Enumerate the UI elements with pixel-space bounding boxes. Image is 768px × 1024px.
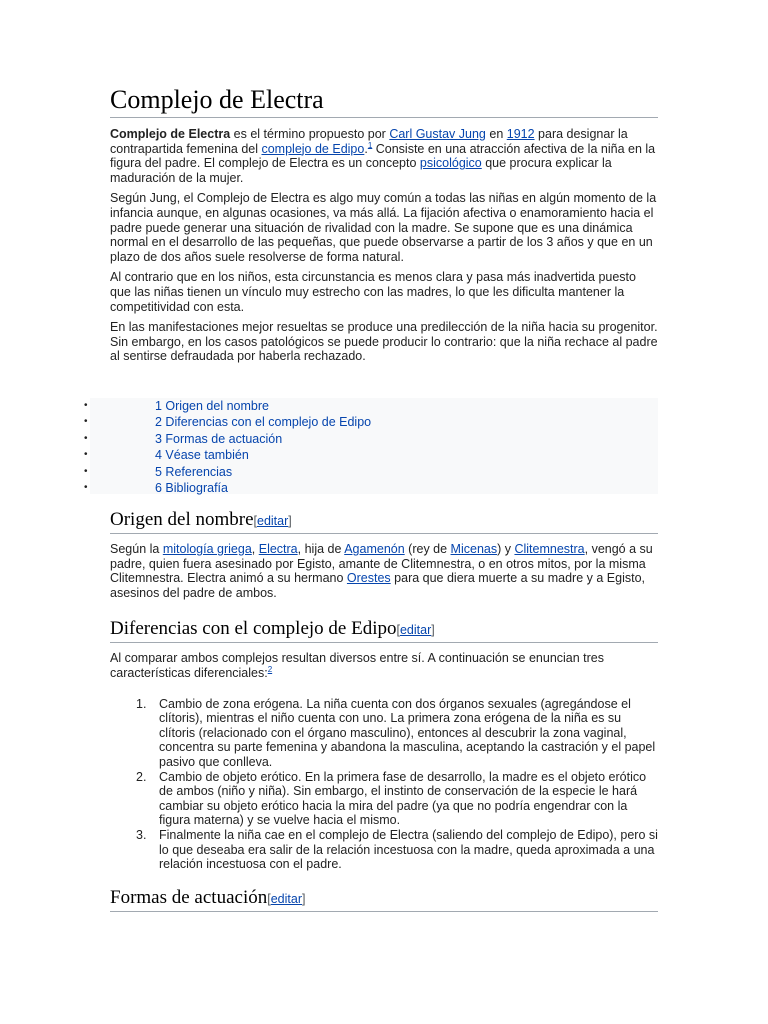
toc-item[interactable] [84, 464, 658, 480]
link-1912[interactable]: 1912 [506, 127, 535, 141]
toc-item[interactable] [84, 431, 658, 447]
edit-link-origen[interactable]: editar [257, 514, 289, 528]
edit-link-formas[interactable]: editar [270, 891, 302, 906]
bullet-icon: • [84, 416, 88, 428]
intro-paragraph-4: En las manifestaciones mejor resueltas se produce una predilección de la niña hacia su progenitor. Sin embargo, en los casos patológicos se puede producir lo contrario: que la niña rechace al padre al sentirse defraudada por haberla rechazado. [110, 320, 658, 364]
differences-list [110, 697, 658, 872]
link-clitemnestra[interactable]: Clitemnestra [514, 542, 585, 556]
list-item: 3. Finalmente la niña cae en el complejo de Electra (saliendo del complejo de Edipo), pero si lo que deseaba era salir de la relación incestuosa con la madre, queda aproximada a una relación incestuosa con el padre. [136, 827, 658, 872]
bullet-icon: • [84, 449, 88, 461]
toc-link-bibliografia[interactable]: 6 Bibliografía [155, 480, 228, 495]
section-heading-formas: Formas de actuación[editar] [110, 886, 658, 912]
link-complejo-de-edipo[interactable]: complejo de Edipo [261, 141, 365, 156]
diferencias-intro: Al comparar ambos complejos resultan diversos entre sí. A continuación se enuncian tres características diferenciales:$^2$ [110, 651, 605, 680]
toc-link-diferencias[interactable]: 2 Diferencias con el complejo de Edipo [155, 415, 372, 430]
toc-link-referencias[interactable]: 5 Referencias [155, 464, 233, 479]
toc-item[interactable] [84, 414, 658, 430]
toc-link-formas[interactable]: 3 Formas de actuación [155, 431, 283, 446]
reference-2[interactable]: 2 [267, 664, 273, 674]
sections [110, 508, 658, 912]
link-micenas[interactable]: Micenas [450, 542, 498, 556]
page-title: Complejo de Electra [110, 84, 658, 118]
article [110, 84, 658, 364]
intro-bold-term: Complejo de Electra [110, 127, 231, 141]
toc-link-vease[interactable]: 4 Véase también [155, 448, 249, 463]
link-carl-gustav-jung[interactable]: Carl Gustav Jung [389, 127, 486, 141]
edit-section-link: [editar] [396, 623, 435, 638]
edit-section-link: [editar] [253, 514, 292, 528]
link-psicologico[interactable]: psicológico [419, 156, 482, 171]
link-orestes[interactable]: Orestes [346, 571, 391, 586]
list-item: 1. Cambio de zona erógena. La niña cuenta con dos órganos sexuales (agregándose el clítoris), mientras el niño cuenta con uno. La primera zona erógena de la niña es su clítoris (relacionado con el órgano masculino), entonces al descubrir la zona vaginal, concentra su parte femenina y abandona la masculina, aceptando la castración y el papel pasivo que conlleva. [136, 696, 656, 769]
list-item: 2. Cambio de objeto erótico. En la primera fase de desarrollo, la madre es el objeto erótico de ambos (niño y niña). Sin embargo, el instinto de conservación de la especie le hará cambiar su objeto erótico hacia la mira del padre (ya que no podría engendrar con la figura materna) y se vuelve hacia el mismo. [136, 769, 647, 828]
table-of-contents [84, 398, 658, 495]
intro-paragraph-1: Complejo de Electra es el término propuesto por Carl Gustav Jung en 1912 para designar la contrapartida femenina del complejo de Edipo.$^1$ Consiste en una atracción afectiva de la niña en la figura del padre. El complejo de Electra es un concepto psicológico que procura explicar la maduración de la mujer. [110, 127, 656, 185]
toc-link-origen[interactable]: 1 Origen del nombre [155, 399, 269, 413]
intro-paragraph-2: Según Jung, el Complejo de Electra es algo muy común a todas las niñas en algún momento de la infancia aunque, en algunas ocasiones, va más allá. La fijación afectiva o enamoramiento hacia el padre puede generar una situación de rivalidad con la madre. Se supone que es una dinámica normal en el desarrollo de las pequeñas, que puede observarse a partir de los 3 años y que en un plazo de dos años suele resolverse de forma natural. [110, 191, 657, 264]
toc-item[interactable] [84, 447, 658, 463]
bullet-icon: • [84, 465, 88, 477]
link-agamenon[interactable]: Agamenón [344, 542, 405, 556]
toc-item[interactable] [84, 480, 658, 496]
link-electra[interactable]: Electra [258, 542, 298, 556]
intro-paragraph-3: Al contrario que en los niños, esta circunstancia es menos clara y pasa más inadvertida puesto que las niñas tienen un vínculo muy estrecho con las madres, lo que les dificulta mantener la competitividad con esta. [110, 270, 636, 314]
edit-link-diferencias[interactable]: editar [399, 623, 432, 638]
bullet-icon: • [84, 432, 88, 444]
link-mitologia-griega[interactable]: mitología griega [162, 542, 252, 556]
section-heading-diferencias: Diferencias con el complejo de Edipo[editar] [110, 617, 658, 643]
bullet-icon: • [84, 481, 88, 493]
bullet-icon: • [84, 400, 88, 411]
origen-paragraph: Según la mitología griega, Electra, hija de Agamenón (rey de Micenas) y Clitemnestra, vengó a su padre, quien fuera asesinado por Egisto, amante de Clitemnestra, o en otros mitos, por la misma Clitemnestra. Electra animó a su hermano Orestes para que diera muerte a su madre y a Egisto, asesinos del padre de ambos. [110, 542, 653, 600]
edit-section-link: [editar] [267, 891, 306, 906]
reference-1[interactable]: 1 [367, 140, 373, 150]
toc-item[interactable] [84, 398, 658, 414]
section-heading-origen: Origen del nombre[editar] [110, 508, 658, 534]
